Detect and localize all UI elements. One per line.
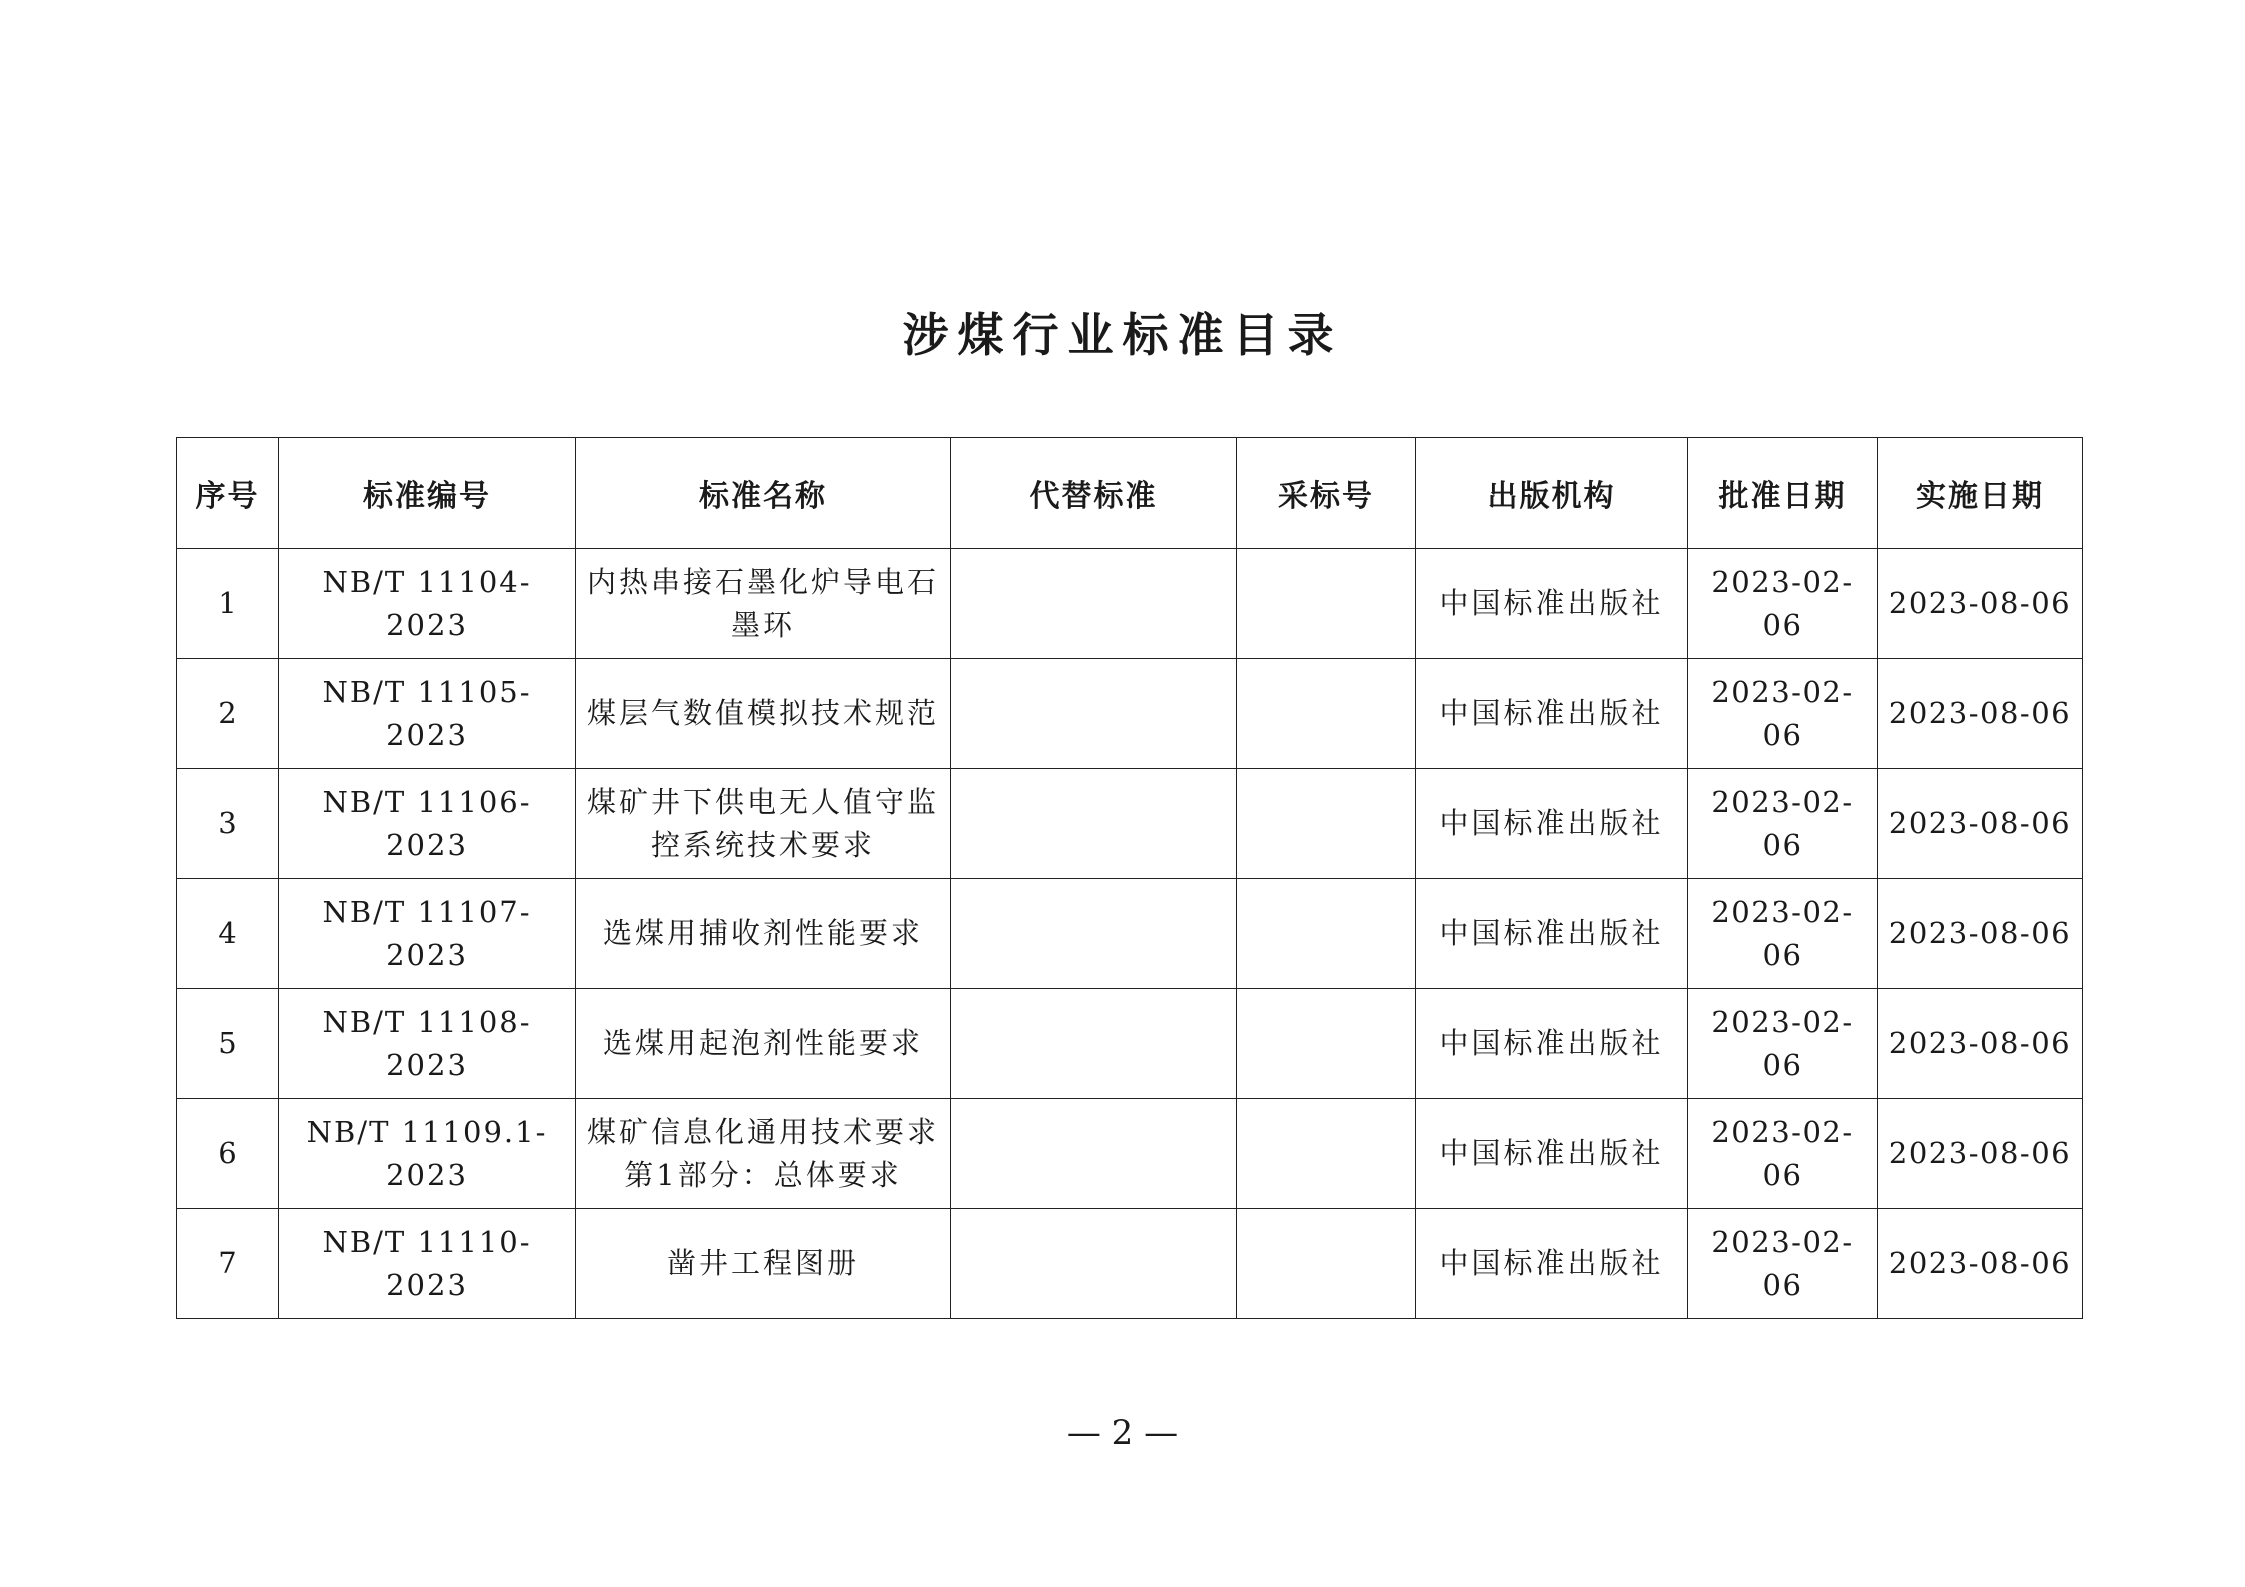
cell-effective: 2023-08-06 xyxy=(1878,1099,2083,1209)
cell-code: NB/T 11106-2023 xyxy=(279,769,576,879)
cell-name: 煤矿井下供电无人值守监控系统技术要求 xyxy=(576,769,951,879)
cell-index: 1 xyxy=(177,549,279,659)
header-effective: 实施日期 xyxy=(1878,438,2083,549)
cell-index: 5 xyxy=(177,989,279,1099)
page-number: — 2 — xyxy=(1066,1413,1179,1453)
cell-replaces xyxy=(951,549,1237,659)
cell-code: NB/T 11109.1-2023 xyxy=(279,1099,576,1209)
cell-adopted xyxy=(1237,659,1416,769)
cell-publisher: 中国标准出版社 xyxy=(1416,769,1688,879)
cell-code: NB/T 11104-2023 xyxy=(279,549,576,659)
cell-publisher: 中国标准出版社 xyxy=(1416,1099,1688,1209)
table-header-row xyxy=(177,438,2083,549)
cell-approved: 2023-02-06 xyxy=(1688,549,1878,659)
cell-name: 煤层气数值模拟技术规范 xyxy=(576,659,951,769)
cell-replaces xyxy=(951,769,1237,879)
cell-effective: 2023-08-06 xyxy=(1878,659,2083,769)
cell-effective: 2023-08-06 xyxy=(1878,879,2083,989)
cell-approved: 2023-02-06 xyxy=(1688,1099,1878,1209)
table-row xyxy=(177,659,2083,769)
cell-name: 选煤用捕收剂性能要求 xyxy=(576,879,951,989)
table-row xyxy=(177,989,2083,1099)
table-row xyxy=(177,1099,2083,1209)
cell-publisher: 中国标准出版社 xyxy=(1416,1209,1688,1319)
cell-adopted xyxy=(1237,769,1416,879)
cell-index: 2 xyxy=(177,659,279,769)
cell-index: 7 xyxy=(177,1209,279,1319)
cell-approved: 2023-02-06 xyxy=(1688,879,1878,989)
cell-approved: 2023-02-06 xyxy=(1688,989,1878,1099)
cell-effective: 2023-08-06 xyxy=(1878,989,2083,1099)
table-row xyxy=(177,549,2083,659)
cell-approved: 2023-02-06 xyxy=(1688,659,1878,769)
header-replaces: 代替标准 xyxy=(951,438,1237,549)
header-publisher: 出版机构 xyxy=(1416,438,1688,549)
cell-effective: 2023-08-06 xyxy=(1878,549,2083,659)
cell-replaces xyxy=(951,879,1237,989)
cell-replaces xyxy=(951,659,1237,769)
table-row xyxy=(177,879,2083,989)
cell-adopted xyxy=(1237,1209,1416,1319)
cell-approved: 2023-02-06 xyxy=(1688,769,1878,879)
cell-name: 凿井工程图册 xyxy=(576,1209,951,1319)
header-code: 标准编号 xyxy=(279,438,576,549)
header-name: 标准名称 xyxy=(576,438,951,549)
cell-code: NB/T 11107-2023 xyxy=(279,879,576,989)
cell-code: NB/T 11105-2023 xyxy=(279,659,576,769)
table-row xyxy=(177,1209,2083,1319)
cell-adopted xyxy=(1237,549,1416,659)
table-row xyxy=(177,769,2083,879)
header-adopted: 采标号 xyxy=(1237,438,1416,549)
cell-replaces xyxy=(951,1209,1237,1319)
cell-effective: 2023-08-06 xyxy=(1878,769,2083,879)
cell-code: NB/T 11110-2023 xyxy=(279,1209,576,1319)
cell-name: 煤矿信息化通用技术要求 第1部分：总体要求 xyxy=(576,1099,951,1209)
cell-adopted xyxy=(1237,989,1416,1099)
cell-publisher: 中国标准出版社 xyxy=(1416,549,1688,659)
cell-adopted xyxy=(1237,1099,1416,1209)
cell-replaces xyxy=(951,1099,1237,1209)
cell-name: 内热串接石墨化炉导电石墨环 xyxy=(576,549,951,659)
cell-publisher: 中国标准出版社 xyxy=(1416,659,1688,769)
cell-index: 4 xyxy=(177,879,279,989)
cell-index: 3 xyxy=(177,769,279,879)
cell-index: 6 xyxy=(177,1099,279,1209)
cell-publisher: 中国标准出版社 xyxy=(1416,989,1688,1099)
cell-code: NB/T 11108-2023 xyxy=(279,989,576,1099)
page-title: 涉煤行业标准目录 xyxy=(902,308,1343,362)
header-approved: 批准日期 xyxy=(1688,438,1878,549)
cell-name: 选煤用起泡剂性能要求 xyxy=(576,989,951,1099)
cell-effective: 2023-08-06 xyxy=(1878,1209,2083,1319)
cell-adopted xyxy=(1237,879,1416,989)
cell-approved: 2023-02-06 xyxy=(1688,1209,1878,1319)
cell-publisher: 中国标准出版社 xyxy=(1416,879,1688,989)
cell-replaces xyxy=(951,989,1237,1099)
header-index: 序号 xyxy=(177,438,279,549)
standards-table xyxy=(176,437,2083,1319)
